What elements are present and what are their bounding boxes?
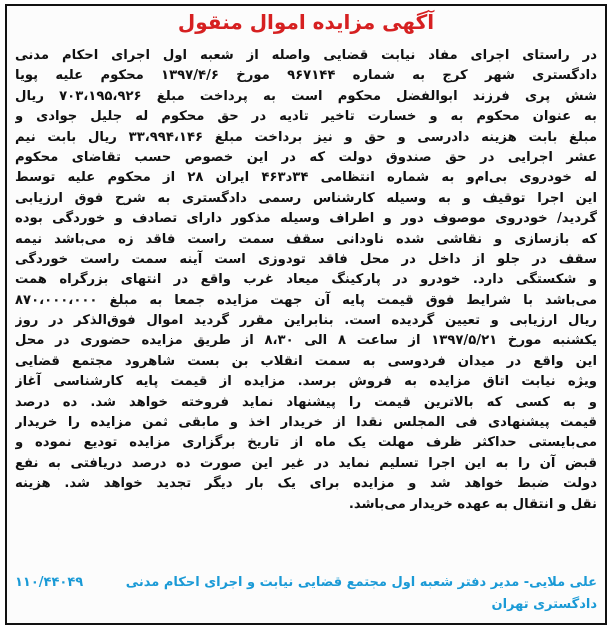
notice-body-line: ویژه نیابت اتاق مزایده به فروش برسد. مزایده از قیمت پایه کارشناسی آغاز [15, 374, 597, 390]
notice-body-line: و شکستگی دارد. خودرو در پارکینگ میعاد غرب واقع در انتهای بزرگراه همت [15, 272, 597, 288]
notice-body-line: ریال ارزیابی و تعیین گردیده است. بنابراین مقرر گردید اموال فوق‌الذکر در روز [15, 313, 597, 329]
notice-body-line: که بازسازی و نقاشی شده ناودانی سقف سمت راست فاقد زه می‌باشد نیمه [15, 231, 597, 247]
notice-body-line: شش پری فرزند ابوالفضل محکوم است به پرداخت مبلغ ۷۰۳،۱۹۵،۹۲۶ ریال [15, 88, 597, 104]
notice-body-line: دولت ضبط خواهد شد و مزایده برای یک بار دیگر تجدید خواهد شد. هزینه [15, 476, 597, 492]
notice-body-line: نقل و انتقال به عهده خریدار می‌باشد. [348, 496, 597, 512]
notice-body-line: قیمت پیشنهادی فی المجلس نقدا از خریدار اخذ و مابقی ثمن مزایده را خریدار [15, 415, 597, 431]
notice-body-line: سقف در جلو از داخل در محل فاقد تودوزی است آینه سمت راست خوردگی [15, 251, 597, 267]
notice-body-line: عشر اجرایی در حق صندوق دولت که در این خصوص حسب تقاضای محکوم [15, 149, 597, 165]
notice-body-line: گردید/ خودروی موصوف دور و اطراف وسیله مذکور دارای تصادف و خوردگی بوده [15, 211, 597, 227]
notice-signature-court: دادگستری تهران [491, 597, 597, 612]
notice-body-line: در راستای اجرای مفاد نیابت قضایی واصله از شعبه اول اجرای احکام مدنی [15, 48, 597, 63]
notice-signature: علی ملایی- مدیر دفتر شعبه اول مجتمع قضایی نیابت و اجرای احکام مدنی [125, 575, 597, 590]
notice-title: آگهی مزایده اموال منقول [177, 10, 435, 34]
notice-body-line: و به کسی که بالاترین قیمت را پیشنهاد نماید فروخته خواهد شد. ده درصد [15, 394, 597, 410]
notice-body-line: می‌بایستی حداکثر ظرف مهلت یک ماه از تاریخ برگزاری مزایده تودیع نموده و [15, 435, 597, 451]
notice-body-line: این اجرا توقیف و به وسیله کارشناس رسمی دادگستری به شرح فوق ارزیابی [15, 190, 597, 206]
notice-body-line: له خودروی بی‌ام‌و به شماره انتظامی ۳۴د۴۶۳ ایران ۲۸ از محکوم علیه توسط [15, 170, 597, 186]
auction-notice [5, 4, 607, 625]
notice-body-line: دادگستری شهر کرج به شماره ۹۶۷۱۴۴ مورخ ۱۳۹۷/۴/۶ محکوم علیه پویا [15, 68, 597, 84]
notice-body-line: یکشنبه مورخ ۱۳۹۷/۵/۲۱ از ساعت ۸ الی ۸،۳۰ از طریق مزایده حضوری در محل [15, 333, 597, 349]
notice-body-line: این واقع در میدان فردوسی به سمت انقلاب بن بست شاهرود مجتمع قضایی [15, 353, 597, 369]
notice-body-line: قبض آن را به این اجرا تسلیم نماید در غیر این صورت ده درصد دریافتی به نفع [15, 455, 597, 471]
notice-body-line: می‌باشد با شرایط فوق قیمت پایه آن جهت مزایده جمعا به مبلغ ۸۷۰،۰۰۰،۰۰۰ [15, 292, 597, 308]
notice-footer [15, 572, 597, 616]
notice-body-line: مبلغ بابت هزینه دادرسی و حق و نیز برداخت مبلغ ۳۳،۹۹۴،۱۴۶ ریال بابت نیم [15, 129, 597, 145]
notice-reference-number: ۱۱۰/۴۴۰۴۹ [15, 575, 84, 590]
notice-body [15, 46, 597, 515]
notice-body-line: به عنوان محکوم به و خسارت تاخیر تادیه در حق محکوم له جلیل جوادی و [15, 109, 597, 125]
